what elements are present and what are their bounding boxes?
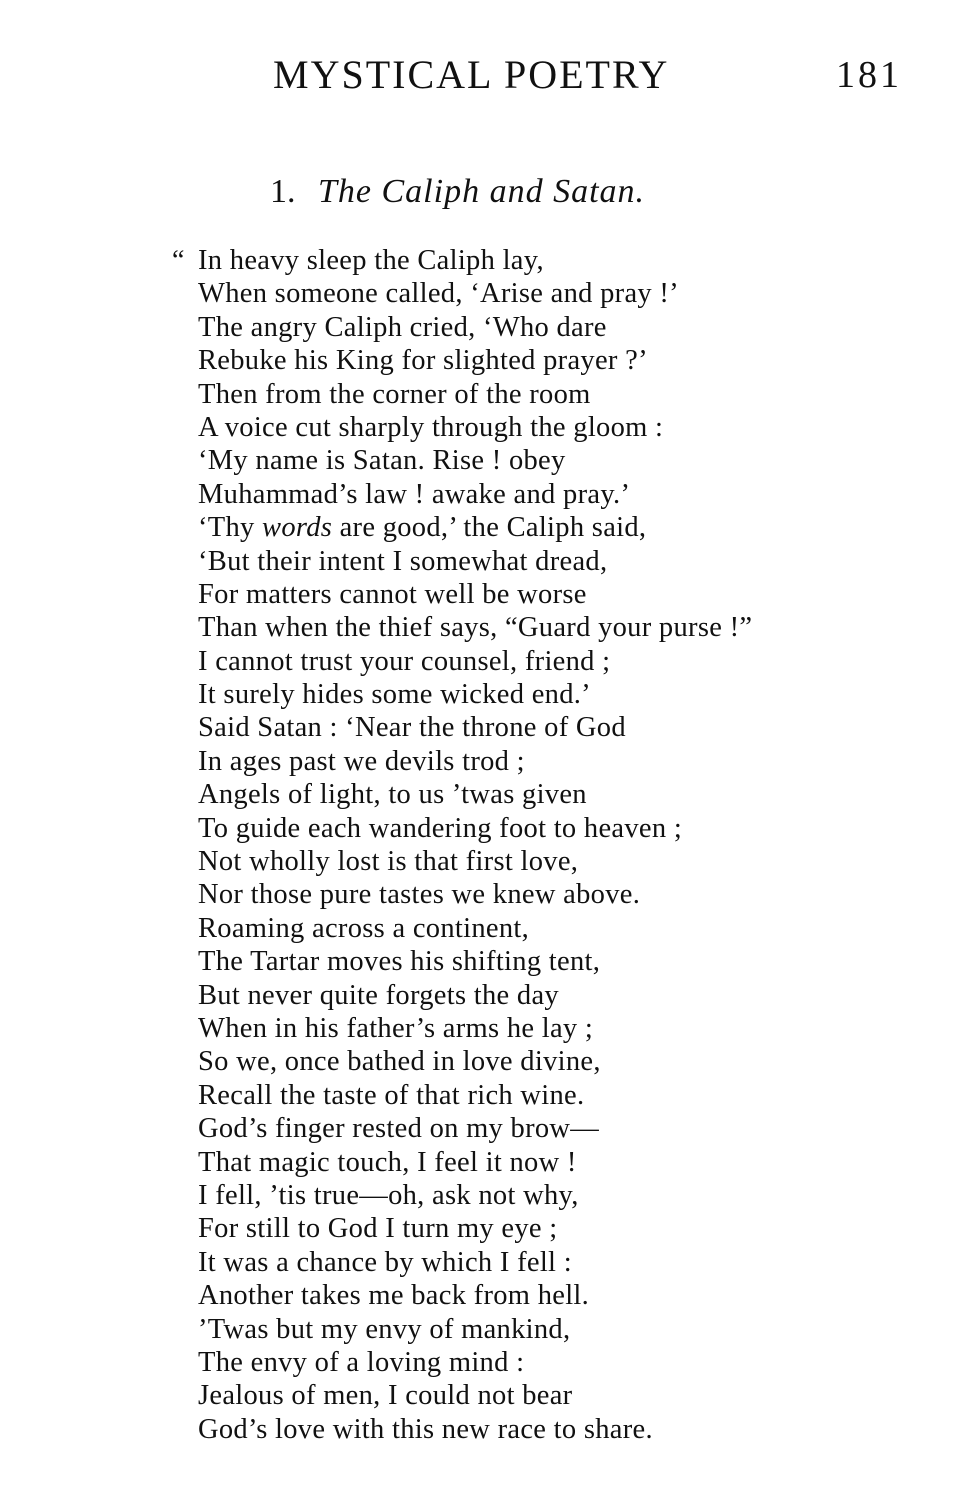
poem-line: ‘Thy words are good,’ the Caliph said,	[198, 512, 647, 544]
poem-line: Said Satan : ‘Near the throne of God	[198, 712, 626, 744]
poem-line: ’Twas but my envy of mankind,	[198, 1313, 571, 1345]
poem-line: I cannot trust your counsel, friend ;	[198, 645, 611, 677]
poem-line: Not wholly lost is that first love,	[198, 846, 579, 878]
poem-line: Then from the corner of the room	[198, 378, 591, 410]
poem-line: In heavy sleep the Caliph lay,	[198, 245, 544, 276]
poem-line: ‘But their intent I somewhat dread,	[198, 545, 608, 577]
poem-line: For still to God I turn my eye ;	[198, 1213, 558, 1245]
poem-line: Than when the thief says, “Guard your purse !”	[198, 612, 753, 644]
poem-line: In ages past we devils trod ;	[198, 745, 525, 777]
poem-body	[198, 244, 938, 1446]
poem-line: The envy of a loving mind :	[198, 1346, 525, 1378]
poem-line: I fell, ’tis true—oh, ask not why,	[198, 1179, 579, 1211]
poem-line: For matters cannot well be worse	[198, 578, 587, 610]
poem-line: Rebuke his King for slighted prayer ?’	[198, 345, 648, 377]
poem-line: So we, once bathed in love divine,	[198, 1046, 601, 1078]
poem-line: Jealous of men, I could not bear	[198, 1380, 573, 1412]
poem-line: Angels of light, to us ’twas given	[198, 779, 587, 811]
poem-line: Another takes me back from hell.	[198, 1280, 590, 1312]
poem-line: It was a chance by which I fell :	[198, 1246, 572, 1278]
section-number: 1.	[270, 173, 296, 210]
poem-line: The Tartar moves his shifting tent,	[198, 946, 601, 978]
poem-line: Recall the taste of that rich wine.	[198, 1079, 585, 1111]
running-head	[0, 52, 968, 102]
page-number: 181	[836, 54, 902, 96]
poem-line: God’s love with this new race to share.	[198, 1413, 653, 1445]
poem-line: God’s finger rested on my brow—	[198, 1113, 600, 1145]
poem-line: The angry Caliph cried, ‘Who dare	[198, 311, 607, 343]
poem-line: That magic touch, I feel it now !	[198, 1146, 577, 1178]
poem-line: Roaming across a continent,	[198, 912, 530, 944]
section-title: The Caliph and Satan.	[318, 173, 646, 210]
opening-quote-mark: “	[172, 245, 185, 276]
poem-line: When someone called, ‘Arise and pray !’	[198, 278, 679, 310]
poem-line: When in his father’s arms he lay ;	[198, 1012, 594, 1044]
poem-line: A voice cut sharply through the gloom :	[198, 411, 664, 443]
poem-line: Muhammad’s law ! awake and pray.’	[198, 478, 631, 510]
poem-line: Nor those pure tastes we knew above.	[198, 879, 641, 911]
poem-line: ‘My name is Satan. Rise ! obey	[198, 445, 566, 477]
poem-line: It surely hides some wicked end.’	[198, 679, 591, 711]
poem-line: To guide each wandering foot to heaven ;	[198, 812, 683, 844]
section-heading	[270, 170, 645, 214]
poem-line: But never quite forgets the day	[198, 979, 559, 1011]
running-title: MYSTICAL POETRY	[273, 52, 670, 97]
